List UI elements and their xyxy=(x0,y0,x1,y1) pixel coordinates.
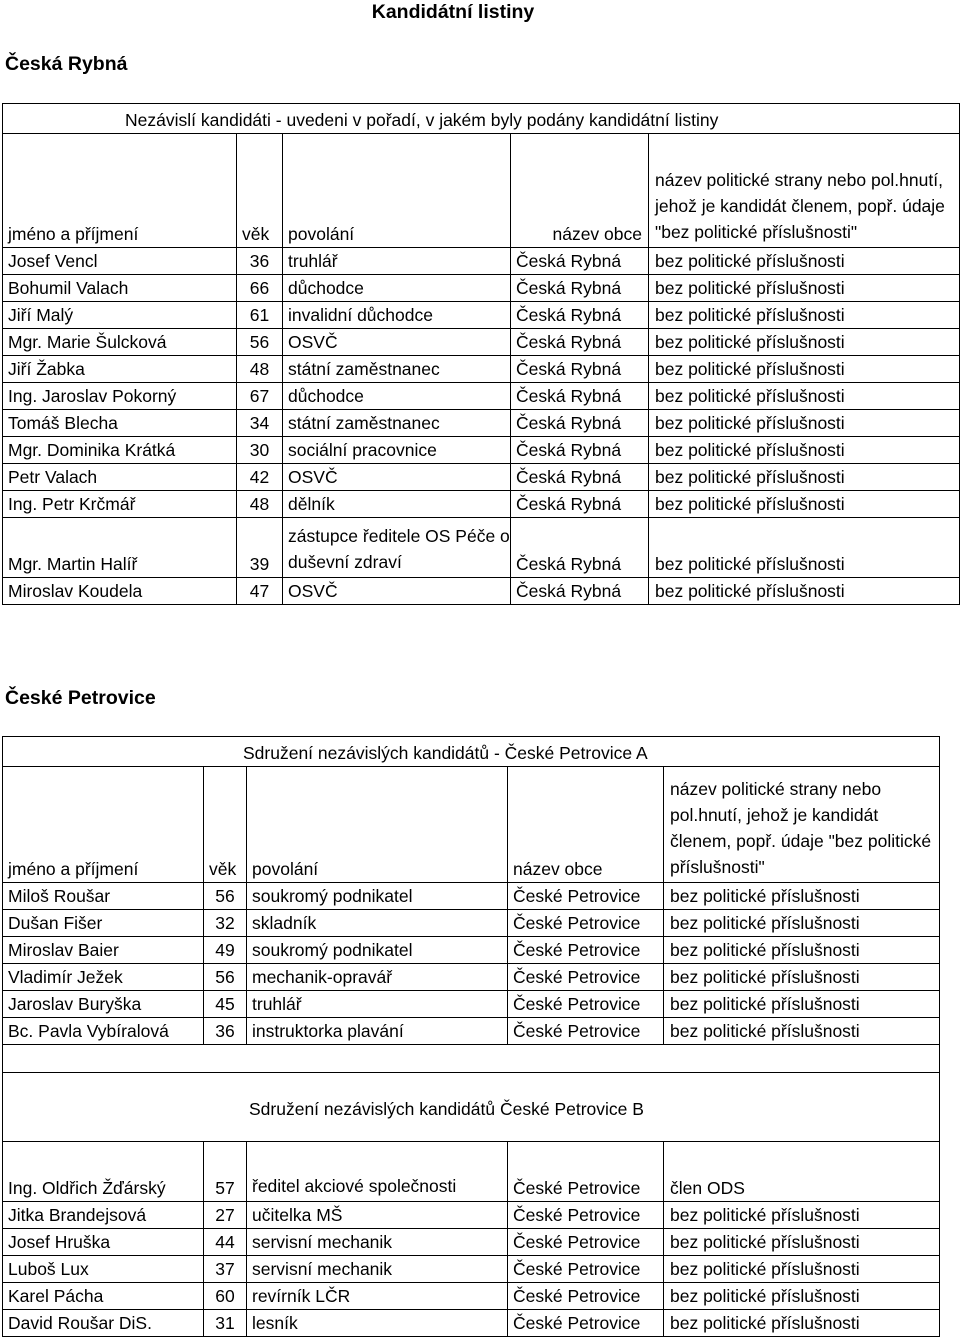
candidate-name: Miroslav Koudela xyxy=(3,578,237,605)
candidate-age: 61 xyxy=(237,302,283,329)
candidate-occupation: skladník xyxy=(247,910,508,937)
candidate-party: bez politické příslušnosti xyxy=(649,578,960,605)
candidate-age: 39 xyxy=(237,518,283,578)
candidate-age: 48 xyxy=(237,356,283,383)
candidate-party: bez politické příslušnosti xyxy=(649,275,960,302)
candidate-occupation: instruktorka plavání xyxy=(247,1018,508,1045)
table-row xyxy=(3,1018,940,1045)
candidate-age: 67 xyxy=(237,383,283,410)
candidate-name: Miroslav Baier xyxy=(3,937,204,964)
candidate-municipality: Česká Rybná xyxy=(511,410,649,437)
table-header-row xyxy=(3,134,960,248)
candidate-occupation: revírník LČR xyxy=(247,1283,508,1310)
candidate-party: bez politické příslušnosti xyxy=(664,937,940,964)
candidate-municipality: České Petrovice xyxy=(508,964,664,991)
candidate-municipality: Česká Rybná xyxy=(511,329,649,356)
header-municipality: název obce xyxy=(511,134,649,248)
candidate-party: bez politické příslušnosti xyxy=(664,883,940,910)
candidate-occupation: učitelka MŠ xyxy=(247,1202,508,1229)
candidate-age: 49 xyxy=(204,937,247,964)
table-row xyxy=(3,1283,940,1310)
candidate-party: bez politické příslušnosti xyxy=(649,383,960,410)
header-age: věk xyxy=(237,134,283,248)
candidate-party: bez politické příslušnosti xyxy=(649,302,960,329)
candidate-municipality: České Petrovice xyxy=(508,991,664,1018)
candidate-occupation: důchodce xyxy=(283,275,511,302)
table-row xyxy=(3,578,960,605)
candidate-occupation: ředitel akciové společnosti xyxy=(247,1142,508,1202)
candidate-party: bez politické příslušnosti xyxy=(664,1018,940,1045)
candidate-municipality: Česká Rybná xyxy=(511,275,649,302)
candidate-party: bez politické příslušnosti xyxy=(649,329,960,356)
candidate-municipality: České Petrovice xyxy=(508,883,664,910)
header-party: název politické strany nebo pol.hnutí, jehož je kandidát členem, popř. údaje "bez politické příslušnosti" xyxy=(649,134,960,248)
candidate-table-ceske-petrovice-a xyxy=(2,736,940,1337)
table-row xyxy=(3,248,960,275)
candidate-name: Bc. Pavla Vybíralová xyxy=(3,1018,204,1045)
table-row xyxy=(3,518,960,578)
candidate-name: David Roušar DiS. xyxy=(3,1310,204,1337)
candidate-municipality: Česká Rybná xyxy=(511,356,649,383)
candidate-occupation: soukromý podnikatel xyxy=(247,883,508,910)
header-municipality: název obce xyxy=(508,767,664,883)
candidate-party: bez politické příslušnosti xyxy=(649,437,960,464)
candidate-name: Ing. Petr Krčmář xyxy=(3,491,237,518)
candidate-municipality: České Petrovice xyxy=(508,1018,664,1045)
candidate-age: 56 xyxy=(237,329,283,356)
candidate-table-ceska-rybna xyxy=(2,103,960,605)
candidate-age: 34 xyxy=(237,410,283,437)
table-row xyxy=(3,1256,940,1283)
candidate-age: 36 xyxy=(204,1018,247,1045)
header-name: jméno a příjmení xyxy=(3,134,237,248)
document-title: Kandidátní listiny xyxy=(371,1,535,23)
candidate-occupation: státní zaměstnanec xyxy=(283,356,511,383)
candidate-age: 45 xyxy=(204,991,247,1018)
candidate-name: Luboš Lux xyxy=(3,1256,204,1283)
candidate-municipality: České Petrovice xyxy=(508,910,664,937)
candidate-party: bez politické příslušnosti xyxy=(664,1202,940,1229)
candidate-municipality: České Petrovice xyxy=(508,1202,664,1229)
candidate-occupation: OSVČ xyxy=(283,464,511,491)
candidate-party: bez politické příslušnosti xyxy=(664,910,940,937)
candidate-occupation: truhlář xyxy=(247,991,508,1018)
candidate-age: 60 xyxy=(204,1283,247,1310)
candidate-occupation: lesník xyxy=(247,1310,508,1337)
candidate-age: 47 xyxy=(237,578,283,605)
spacer-row xyxy=(3,1045,940,1073)
candidate-name: Josef Hruška xyxy=(3,1229,204,1256)
candidate-occupation: mechanik-opravář xyxy=(247,964,508,991)
candidate-age: 37 xyxy=(204,1256,247,1283)
section-heading-ceske-petrovice: České Petrovice xyxy=(5,687,156,709)
candidate-party: bez politické příslušnosti xyxy=(664,1283,940,1310)
candidate-party: bez politické příslušnosti xyxy=(649,248,960,275)
candidate-occupation: sociální pracovnice xyxy=(283,437,511,464)
table-row xyxy=(3,275,960,302)
candidate-name: Mgr. Martin Halíř xyxy=(3,518,237,578)
candidate-age: 30 xyxy=(237,437,283,464)
table-row xyxy=(3,437,960,464)
group-title-row xyxy=(3,737,940,767)
header-age: věk xyxy=(204,767,247,883)
candidate-name: Ing. Oldřich Žďárský xyxy=(3,1142,204,1202)
section-heading-ceska-rybna: Česká Rybná xyxy=(5,53,128,75)
header-occupation: povolání xyxy=(247,767,508,883)
candidate-occupation: servisní mechanik xyxy=(247,1229,508,1256)
group-title-row xyxy=(3,104,960,134)
candidate-municipality: Česká Rybná xyxy=(511,578,649,605)
table-row xyxy=(3,302,960,329)
candidate-name: Jiří Malý xyxy=(3,302,237,329)
candidate-party: bez politické příslušnosti xyxy=(664,1256,940,1283)
table-header-row xyxy=(3,767,940,883)
candidate-age: 44 xyxy=(204,1229,247,1256)
table-row xyxy=(3,1142,940,1202)
candidate-party: bez politické příslušnosti xyxy=(664,1310,940,1337)
candidate-age: 57 xyxy=(204,1142,247,1202)
candidate-age: 56 xyxy=(204,883,247,910)
candidate-occupation: servisní mechanik xyxy=(247,1256,508,1283)
candidate-municipality: České Petrovice xyxy=(508,1142,664,1202)
candidate-name: Vladimír Ježek xyxy=(3,964,204,991)
candidate-municipality: České Petrovice xyxy=(508,1310,664,1337)
candidate-party: bez politické příslušnosti xyxy=(649,491,960,518)
table-row xyxy=(3,356,960,383)
candidate-municipality: Česká Rybná xyxy=(511,437,649,464)
group-title: Nezávislí kandidáti - uvedeni v pořadí, v jakém byly podány kandidátní listiny xyxy=(3,104,960,134)
candidate-name: Mgr. Marie Šulcková xyxy=(3,329,237,356)
candidate-municipality: Česká Rybná xyxy=(511,383,649,410)
header-party: název politické strany nebo pol.hnutí, jehož je kandidát členem, popř. údaje "bez politické příslušnosti" xyxy=(664,767,940,883)
candidate-name: Dušan Fišer xyxy=(3,910,204,937)
candidate-municipality: České Petrovice xyxy=(508,1256,664,1283)
candidate-party: bez politické příslušnosti xyxy=(649,464,960,491)
candidate-municipality: České Petrovice xyxy=(508,1283,664,1310)
candidate-municipality: Česká Rybná xyxy=(511,464,649,491)
candidate-municipality: Česká Rybná xyxy=(511,248,649,275)
table-row xyxy=(3,1310,940,1337)
candidate-occupation: soukromý podnikatel xyxy=(247,937,508,964)
candidate-party: bez politické příslušnosti xyxy=(664,991,940,1018)
candidate-municipality: Česká Rybná xyxy=(511,518,649,578)
candidate-name: Mgr. Dominika Krátká xyxy=(3,437,237,464)
candidate-party: bez politické příslušnosti xyxy=(664,964,940,991)
table-row xyxy=(3,937,940,964)
table-row xyxy=(3,1202,940,1229)
table-row xyxy=(3,910,940,937)
candidate-occupation: OSVČ xyxy=(283,329,511,356)
candidate-party: člen ODS xyxy=(664,1142,940,1202)
table-row xyxy=(3,491,960,518)
candidate-name: Karel Pácha xyxy=(3,1283,204,1310)
candidate-age: 66 xyxy=(237,275,283,302)
candidate-name: Petr Valach xyxy=(3,464,237,491)
group-title: Sdružení nezávislých kandidátů České Petrovice B xyxy=(3,1073,940,1142)
candidate-municipality: Česká Rybná xyxy=(511,302,649,329)
candidate-age: 56 xyxy=(204,964,247,991)
candidate-age: 27 xyxy=(204,1202,247,1229)
candidate-name: Ing. Jaroslav Pokorný xyxy=(3,383,237,410)
candidate-municipality: České Petrovice xyxy=(508,1229,664,1256)
candidate-age: 31 xyxy=(204,1310,247,1337)
candidate-name: Jitka Brandejsová xyxy=(3,1202,204,1229)
table-row xyxy=(3,991,940,1018)
header-name: jméno a příjmení xyxy=(3,767,204,883)
candidate-occupation: truhlář xyxy=(283,248,511,275)
candidate-party: bez politické příslušnosti xyxy=(649,356,960,383)
candidate-age: 32 xyxy=(204,910,247,937)
candidate-party: bez politické příslušnosti xyxy=(649,410,960,437)
candidate-age: 42 xyxy=(237,464,283,491)
group-title-row xyxy=(3,1073,940,1142)
candidate-age: 48 xyxy=(237,491,283,518)
candidate-occupation: zástupce ředitele OS Péče o duševní zdraví xyxy=(283,518,511,578)
candidate-municipality: České Petrovice xyxy=(508,937,664,964)
candidate-occupation: důchodce xyxy=(283,383,511,410)
candidate-municipality: Česká Rybná xyxy=(511,491,649,518)
candidate-party: bez politické příslušnosti xyxy=(664,1229,940,1256)
candidate-occupation: dělník xyxy=(283,491,511,518)
candidate-name: Bohumil Valach xyxy=(3,275,237,302)
table-row xyxy=(3,410,960,437)
table-row xyxy=(3,964,940,991)
table-row xyxy=(3,883,940,910)
table-row xyxy=(3,464,960,491)
group-title: Sdružení nezávislých kandidátů - České Petrovice A xyxy=(3,737,940,767)
candidate-occupation: OSVČ xyxy=(283,578,511,605)
table-row xyxy=(3,383,960,410)
table-row xyxy=(3,329,960,356)
candidate-occupation: invalidní důchodce xyxy=(283,302,511,329)
candidate-name: Tomáš Blecha xyxy=(3,410,237,437)
candidate-name: Jaroslav Buryška xyxy=(3,991,204,1018)
header-occupation: povolání xyxy=(283,134,511,248)
candidate-name: Jiří Žabka xyxy=(3,356,237,383)
candidate-party: bez politické příslušnosti xyxy=(649,518,960,578)
candidate-name: Miloš Roušar xyxy=(3,883,204,910)
candidate-name: Josef Vencl xyxy=(3,248,237,275)
candidate-age: 36 xyxy=(237,248,283,275)
candidate-occupation: státní zaměstnanec xyxy=(283,410,511,437)
table-row xyxy=(3,1229,940,1256)
